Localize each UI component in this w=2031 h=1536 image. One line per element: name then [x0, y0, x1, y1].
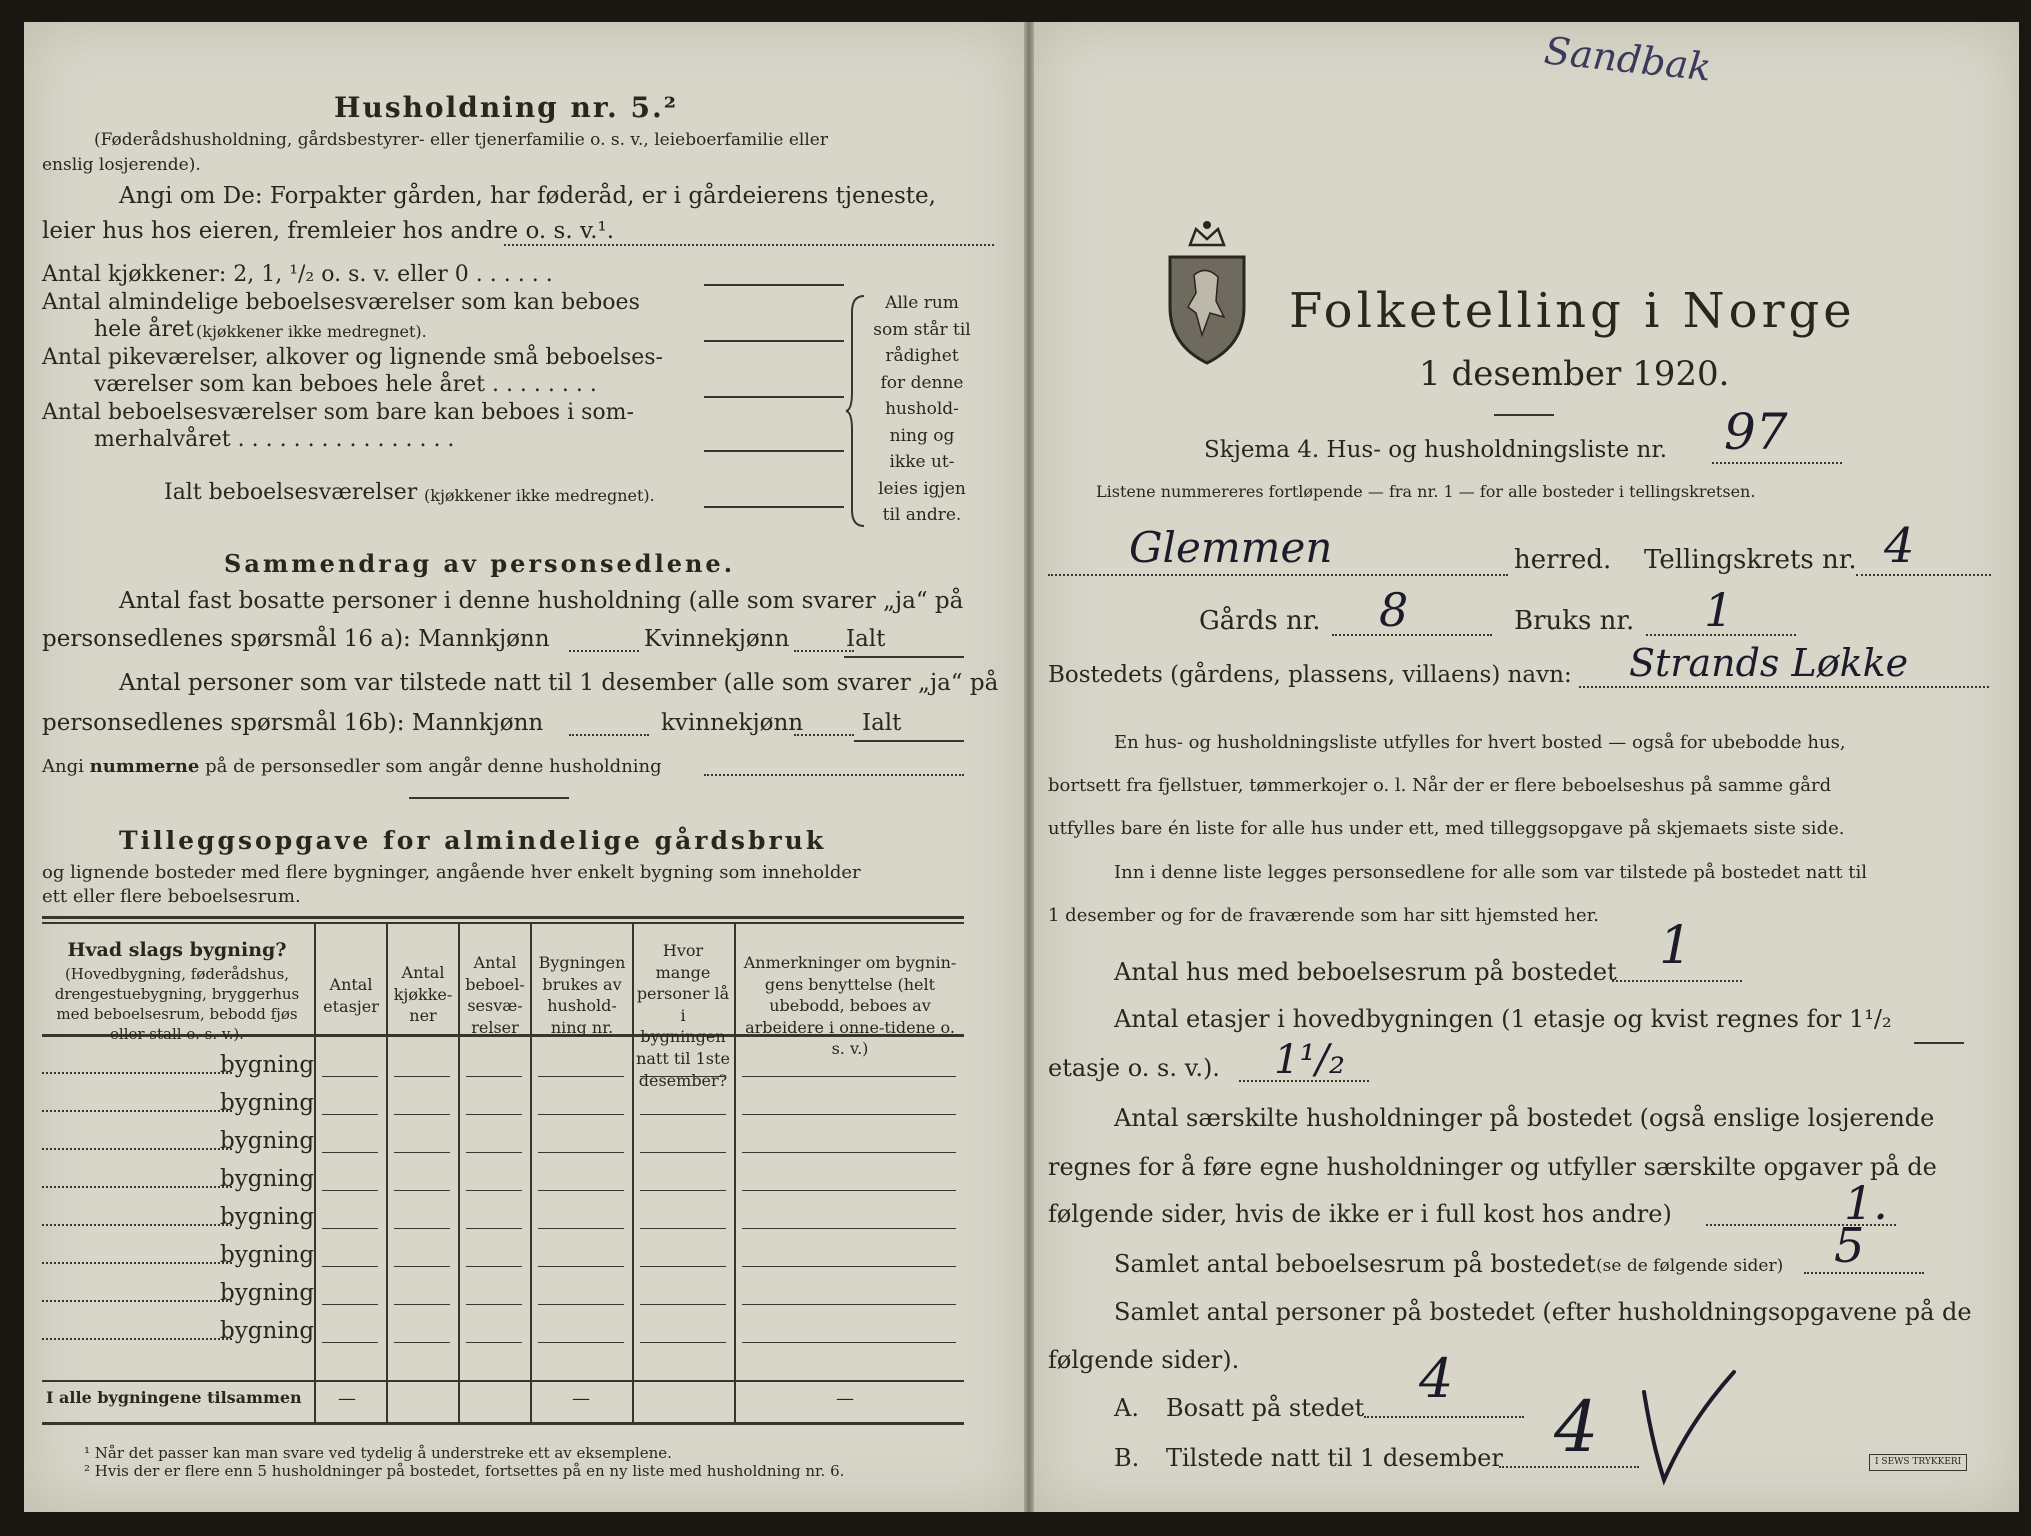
answer-line — [1612, 980, 1742, 982]
answer-line — [1048, 574, 1508, 576]
household-title: Husholdning nr. 5.² — [334, 91, 679, 124]
summary-p2a: Antal personer som var tilstede natt til 1 desember (alle som svarer „ja“ på — [119, 670, 999, 696]
summary-p3-a: Angi — [42, 756, 84, 777]
tellingskrets-label: Tellingskrets nr. — [1644, 545, 1857, 575]
col-building-type — [42, 938, 312, 1045]
cell-line — [394, 1228, 450, 1229]
table-row — [24, 1196, 1024, 1234]
angi-line-1: Angi om De: Forpakter gården, har føderåd, er i gårdeierens tjeneste, — [119, 183, 936, 209]
row-fill-line — [42, 1338, 232, 1340]
answer-line — [704, 396, 844, 398]
cell-line — [322, 1342, 378, 1343]
bracket-line: som står til — [873, 319, 971, 340]
row-fill-line — [42, 1186, 232, 1188]
cell-line — [466, 1152, 522, 1153]
bracket-line: hushold- — [885, 399, 959, 419]
cell-line — [394, 1076, 450, 1077]
q-rooms-value: 5 — [1834, 1218, 1865, 1274]
bracket-line: til andre. — [882, 505, 962, 525]
handwritten-note: Sandbak — [1542, 28, 1714, 90]
cell-line — [322, 1114, 378, 1115]
q-floors-a: Antal etasjer i hovedbygningen (1 etasje og kvist regnes for 1¹/₂ — [1114, 1005, 1892, 1033]
total-dash: — — [572, 1388, 590, 1409]
bracket-line: Alle rum — [885, 293, 959, 313]
answer-line — [1804, 1272, 1924, 1274]
bosted-value: Strands Løkke — [1629, 641, 1909, 685]
cell-line — [538, 1190, 624, 1191]
col-building-type-desc: (Hovedbygning, føderådshus, drengestuebygning, bryggerhus med beboelsesrum, bebodd fjøs eller stall o. s. v.). — [54, 964, 300, 1044]
row-label: bygning — [220, 1242, 315, 1268]
bracket-note — [862, 290, 982, 529]
cell-line — [640, 1266, 726, 1267]
summary-p2b: personsedlenes spørsmål 16b): Mannkjønn — [42, 710, 544, 736]
table-total-rule — [42, 1380, 964, 1382]
cell-line — [466, 1190, 522, 1191]
col-rooms: Antal beboel-sesvæ-relser — [465, 953, 525, 1037]
rooms-total-note: (kjøkkener ikke medregnet). — [424, 486, 655, 505]
gards-value: 8 — [1379, 583, 1409, 637]
answer-line — [1706, 1224, 1896, 1226]
col-household: Bygningen brukes av hushold-ning nr. — [538, 953, 626, 1037]
summary-p1b: personsedlenes spørsmål 16 a): Mannkjønn — [42, 626, 550, 652]
cell-line — [322, 1190, 378, 1191]
rooms-ordinary-1: Antal almindelige beboelsesværelser som kan beboes — [42, 290, 640, 315]
q-floors-b: etasje o. s. v.). — [1048, 1054, 1220, 1082]
q-households-c: følgende sider, hvis de ikke er i full kost hos andre) — [1048, 1200, 1672, 1228]
cell-line — [394, 1304, 450, 1305]
answer-line — [1646, 634, 1796, 636]
q-households-value: 1. — [1844, 1176, 1888, 1230]
row-fill-line — [42, 1300, 232, 1302]
col-building-type-title: Hvad slags bygning? — [67, 939, 287, 961]
row-fill-line — [42, 1262, 232, 1264]
answer-line — [854, 740, 964, 742]
answer-line — [569, 734, 649, 736]
q-rooms-note: (se de følgende sider) — [1596, 1256, 1784, 1276]
q-b-letter: B. — [1114, 1444, 1140, 1472]
schema-label: Skjema 4. Hus- og husholdningsliste nr. — [1204, 437, 1668, 463]
rooms-total-line — [704, 506, 844, 508]
coat-of-arms-icon — [1166, 217, 1248, 367]
row-fill-line — [42, 1110, 232, 1112]
q-persons-a: Samlet antal personer på bostedet (efter husholdningsopgavene på de — [1114, 1298, 1972, 1326]
herred-label: herred. — [1514, 545, 1612, 575]
q-a-letter: A. — [1114, 1394, 1139, 1422]
summary-p1a: Antal fast bosatte personer i denne husholdning (alle som svarer „ja“ på — [119, 588, 964, 614]
cell-line — [640, 1304, 726, 1305]
bruks-value: 1 — [1704, 583, 1734, 637]
table-row — [24, 1234, 1024, 1272]
summary-p1c: Kvinnekjønn — [644, 626, 790, 652]
supplement-heading: Tilleggsopgave for almindelige gårdsbruk — [119, 826, 827, 855]
list-number: 97 — [1724, 403, 1788, 461]
q-persons-b: følgende sider). — [1048, 1346, 1240, 1374]
table-top-rule-2 — [42, 922, 964, 924]
cell-line — [640, 1076, 726, 1077]
bracket-line: for denne — [880, 372, 964, 393]
answer-line — [704, 284, 844, 286]
rooms-maid-2: værelser som kan beboes hele året . . . . . . . . — [94, 372, 597, 397]
summary-p3 — [42, 758, 662, 776]
answer-line — [1579, 686, 1989, 688]
cell-line — [394, 1114, 450, 1115]
rooms-ordinary-2: hele året — [94, 317, 194, 342]
cell-line — [640, 1190, 726, 1191]
answer-line — [794, 734, 854, 736]
q-households-b: regnes for å føre egne husholdninger og utfyller særskilte opgaver på de — [1048, 1153, 1937, 1181]
cell-line — [538, 1114, 624, 1115]
rooms-total-label: Ialt beboelsesværelser — [164, 480, 418, 505]
tellingskrets-value: 4 — [1884, 518, 1915, 574]
underline-mark — [1914, 1042, 1964, 1044]
row-label: bygning — [220, 1128, 315, 1154]
answer-line — [794, 650, 854, 652]
listene-note: Listene nummereres fortløpende — fra nr. 1 — for alle bosteder i tellingskretsen. — [1096, 482, 1756, 501]
rooms-maid-1: Antal pikeværelser, alkover og lignende små beboelses- — [42, 345, 663, 370]
instruction-1: En hus- og husholdningsliste utfylles for hvert bosted — også for ubebodde hus, — [1114, 732, 1846, 753]
col-persons: Hvor mange personer lå i bygningen natt til 1ste desember? — [636, 941, 730, 1090]
table-row — [24, 1310, 1024, 1348]
divider — [1494, 414, 1554, 416]
angi-line-2: leier hus hos eieren, fremleier hos andre o. s. v.¹. — [42, 218, 615, 244]
summary-p3-c: på de personsedler som angår denne husholdning — [205, 756, 662, 777]
bracket-line: rådighet — [885, 346, 959, 366]
cell-line — [742, 1190, 956, 1191]
table-row — [24, 1272, 1024, 1310]
bracket-line: leies igjen — [878, 478, 966, 499]
divider — [409, 797, 569, 799]
cell-line — [466, 1228, 522, 1229]
summary-p2d: Ialt — [862, 710, 902, 736]
footnote-2: ² Hvis der er flere enn 5 husholdninger på bostedet, fortsettes på en ny liste med husholdning nr. 6. — [84, 1462, 845, 1480]
cell-line — [538, 1304, 624, 1305]
cell-line — [394, 1190, 450, 1191]
cell-line — [640, 1342, 726, 1343]
table-row — [24, 1120, 1024, 1158]
rooms-ordinary-note: (kjøkkener ikke medregnet). — [196, 322, 427, 341]
answer-line — [1364, 1416, 1524, 1418]
q-a-label: Bosatt på stedet — [1166, 1394, 1365, 1422]
answer-line — [704, 774, 964, 776]
cell-line — [742, 1304, 956, 1305]
row-label: bygning — [220, 1166, 315, 1192]
q-houses: Antal hus med beboelsesrum på bostedet — [1114, 958, 1617, 986]
bracket-line: ning og — [889, 425, 955, 446]
cell-line — [742, 1152, 956, 1153]
cell-line — [640, 1228, 726, 1229]
answer-line — [1499, 1466, 1639, 1468]
col-kitchens: Antal kjøkke-ner — [393, 963, 453, 1026]
table-row — [24, 1044, 1024, 1082]
row-fill-line — [42, 1072, 232, 1074]
summary-p1d: Ialt — [846, 626, 886, 652]
table-row — [24, 1158, 1024, 1196]
table-bottom-rule — [42, 1422, 964, 1425]
right-page — [1034, 22, 2019, 1512]
instruction-2: bortsett fra fjellstuer, tømmerkojer o. l. Når der er flere beboelseshus på samme gård — [1048, 775, 1832, 796]
instruction-4: Inn i denne liste legges personsedlene for alle som var tilstede på bostedet natt til — [1114, 862, 1868, 883]
cell-line — [640, 1114, 726, 1115]
cell-line — [742, 1342, 956, 1343]
bracket-line: ikke ut- — [889, 452, 955, 472]
census-title: Folketelling i Norge — [1289, 283, 1856, 339]
gards-label: Gårds nr. — [1199, 606, 1321, 636]
answer-line — [1239, 1080, 1369, 1082]
checkmark-icon — [1634, 1352, 1744, 1492]
row-label: bygning — [220, 1090, 315, 1116]
q-households-a: Antal særskilte husholdninger på bostedet (også enslige losjerende — [1114, 1104, 1935, 1132]
q-houses-value: 1 — [1659, 916, 1693, 976]
answer-line — [569, 650, 639, 652]
cell-line — [394, 1266, 450, 1267]
answer-line — [704, 450, 844, 452]
cell-line — [742, 1076, 956, 1077]
rooms-kitchens: Antal kjøkkener: 2, 1, ¹/₂ o. s. v. eller 0 . . . . . . — [42, 262, 553, 287]
q-b-label: Tilstede natt til 1 desember — [1166, 1444, 1503, 1472]
cell-line — [466, 1342, 522, 1343]
cell-line — [322, 1304, 378, 1305]
rooms-summer-2: merhalvåret . . . . . . . . . . . . . . . . — [94, 427, 455, 452]
supplement-sub-2: ett eller flere beboelsesrum. — [42, 886, 301, 907]
row-label: bygning — [220, 1280, 315, 1306]
cell-line — [742, 1114, 956, 1115]
col-remarks: Anmerkninger om bygnin-gens benyttelse (helt ubebodd, beboes av arbeidere i onne-tidene o. s. v.) — [743, 953, 957, 1059]
cell-line — [640, 1152, 726, 1153]
cell-line — [466, 1266, 522, 1267]
page-fold — [1024, 22, 1034, 1512]
q-b-value: 4 — [1554, 1386, 1599, 1468]
bruks-label: Bruks nr. — [1514, 606, 1635, 636]
answer-line — [844, 656, 964, 658]
cell-line — [466, 1114, 522, 1115]
cell-line — [322, 1228, 378, 1229]
instruction-5: 1 desember og for de fraværende som har sitt hjemsted her. — [1048, 905, 1599, 926]
total-row-label: I alle bygningene tilsammen — [46, 1388, 302, 1407]
answer-line — [1856, 574, 1991, 576]
total-dash: — — [836, 1388, 854, 1409]
total-dash: — — [338, 1388, 356, 1409]
answer-line — [704, 340, 844, 342]
household-subtitle-1: (Føderådshusholdning, gårdsbestyrer- eller tjenerfamilie o. s. v., leieboerfamilie eller — [94, 130, 828, 150]
angi-answer-line — [504, 244, 994, 246]
footnote-1: ¹ Når det passer kan man svare ved tydelig å understreke ett av eksemplene. — [84, 1444, 672, 1462]
cell-line — [538, 1342, 624, 1343]
summary-heading: Sammendrag av personsedlene. — [224, 549, 736, 578]
summary-p3-b: nummerne — [89, 756, 200, 777]
household-subtitle-2: enslig losjerende). — [42, 155, 201, 175]
census-date: 1 desember 1920. — [1419, 354, 1730, 394]
answer-line — [1332, 634, 1492, 636]
cell-line — [466, 1076, 522, 1077]
cell-line — [394, 1342, 450, 1343]
bosted-label: Bostedets (gårdens, plassens, villaens) navn: — [1048, 662, 1572, 688]
cell-line — [322, 1266, 378, 1267]
cell-line — [322, 1152, 378, 1153]
cell-line — [742, 1266, 956, 1267]
herred-value: Glemmen — [1129, 523, 1333, 572]
row-label: bygning — [220, 1052, 315, 1078]
cell-line — [322, 1076, 378, 1077]
printer-stamp: I SEWS TRYKKERI — [1869, 1454, 1967, 1471]
row-fill-line — [42, 1224, 232, 1226]
row-label: bygning — [220, 1204, 315, 1230]
q-rooms: Samlet antal beboelsesrum på bostedet — [1114, 1250, 1596, 1278]
table-top-rule — [42, 916, 964, 919]
row-fill-line — [42, 1148, 232, 1150]
q-floors-value: 1¹/₂ — [1274, 1037, 1345, 1083]
supplement-sub-1: og lignende bosteder med flere bygninger, angående hver enkelt bygning som inneholder — [42, 862, 861, 883]
q-a-value: 4 — [1419, 1347, 1454, 1410]
rooms-summer-1: Antal beboelsesværelser som bare kan beboes i som- — [42, 400, 634, 425]
cell-line — [394, 1152, 450, 1153]
cell-line — [466, 1304, 522, 1305]
cell-line — [742, 1228, 956, 1229]
table-row — [24, 1082, 1024, 1120]
col-floors: Antal etasjer — [323, 975, 379, 1016]
cell-line — [538, 1228, 624, 1229]
left-page — [24, 22, 1024, 1512]
answer-line — [1712, 462, 1842, 464]
cell-line — [538, 1152, 624, 1153]
cell-line — [538, 1076, 624, 1077]
instruction-3: utfylles bare én liste for alle hus under ett, med tilleggsopgave på skjemaets siste side. — [1048, 818, 1845, 839]
cell-line — [538, 1266, 624, 1267]
summary-p2c: kvinnekjønn — [661, 710, 804, 736]
row-label: bygning — [220, 1318, 315, 1344]
